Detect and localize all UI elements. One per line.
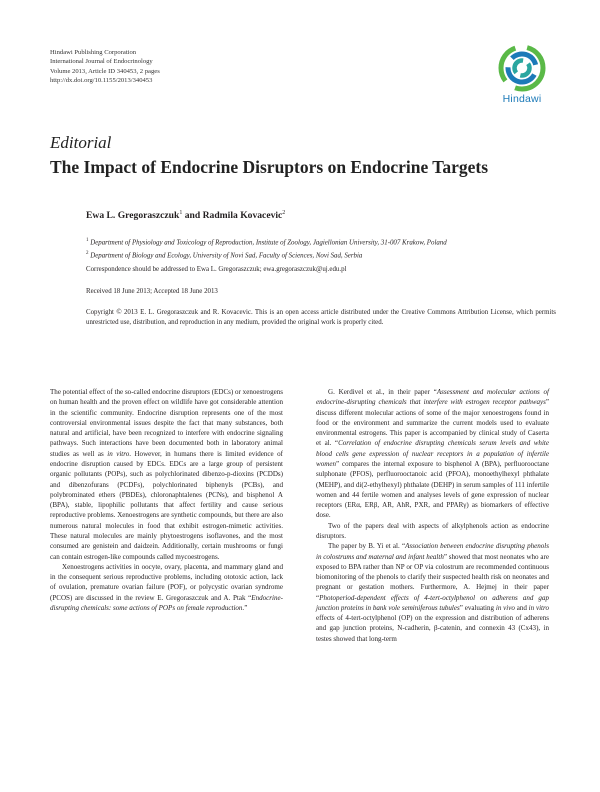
cited-paper-title: Assessment and molecular actions of endocrine-disrupting chemicals that interfere with estrogen receptor pathways <box>316 388 549 407</box>
italic-term: in vivo <box>495 603 515 612</box>
volume-info: Volume 2013, Article ID 340453, 2 pages <box>50 67 160 75</box>
paragraph: Two of the papers deal with aspects of alkylphenols action as endocrine disruptors. <box>316 521 549 540</box>
affiliation-2-sup: 2 <box>86 250 89 256</box>
author-1: Ewa L. Gregoraszczuk <box>86 210 180 222</box>
affiliation-1-text: Department of Physiology and Toxicology of Reproduction, Institute of Zoology, Jagiellonian University, 31-007 Krakow, Poland <box>88 239 447 247</box>
author-and: and <box>182 210 203 222</box>
text-run: ” compares the internal exposure to bisphenol A (BPA), perfluorooctane sulphonate (PFOS), perfluorooctanoic acid (PFOA), monoethylhexyl phthalate (MEHP), and di(2-ethylhexyl) phthalate (DEHP) in serum samples of 111 infertile women and 44 fertile women and analyses levels of gene expression of nuclear receptors (ERα, ERβ, AR, AhR, PXR, and PPARγ) as biomarkers of effective dose. <box>316 459 549 520</box>
cited-paper-title: Correlation of endocrine disrupting chemicals serum levels and white blood cells gene expression of nuclear receptors in a population of infertile women <box>316 439 549 468</box>
text-run: ” discuss different molecular actions of some of the major xenoestrogens found in food or the environment and summarize the current models used to evaluate environmental estrogens. This paper is accompanied by clinical study of Caserta et al. “ <box>316 398 549 448</box>
cited-paper-title: Photoperiod-dependent effects of 4-tert-octylphenol on adherens and gap junction proteins in bank vole seminiferous tubules <box>316 593 549 612</box>
text-run: ” showed that most neonates who are exposed to BPA rather than NP or OP via colostrum are recommended continuous biomonitoring of the phenols to clarify their suspected health risk on neonates and pregnant or gestation mothers. Furthermore, A. Hejmej in their paper “ <box>316 552 549 602</box>
paragraph <box>316 541 549 644</box>
correspondence: Correspondence should be addressed to Ewa L. Gregoraszczuk; ewa.gregoraszczuk@uj.edu.pl <box>86 266 347 273</box>
journal-name: International Journal of Endocrinology <box>50 58 153 66</box>
publication-info <box>50 48 160 86</box>
text-run: G. Kerdivel et al., in their paper “ <box>328 388 437 396</box>
doi-link[interactable]: http://dx.doi.org/10.1155/2013/340453 <box>50 77 153 85</box>
section-label: Editorial <box>50 133 112 152</box>
text-run: and <box>514 603 529 612</box>
text-run: The potential effect of the so-called endocrine disruptors (EDCs) or xenoestrogens on human health and the proven effect on wildlife have got considerable attention in the scientific community. Endocrine disruption represents one of the most controversial environmental issues despite the fact that many substances, both natural and artificial, have been recognized to interfere with endocrine signaling pathways. Such interactions have been documented both in laboratory animal studies as well as <box>50 388 283 458</box>
hindawi-logo-icon <box>498 44 546 92</box>
text-run: effects of 4-tert-octylphenol (OP) on the expression and distribution of adherens and gap junction proteins, N-cadherin, β-catenin, and connexin 43 (Cx43), in testes showed that long-term <box>316 614 549 643</box>
paragraph <box>50 387 283 562</box>
text-run: The paper by B. Yi et al. “ <box>328 542 406 551</box>
affiliation-2-text: Department of Biology and Ecology, University of Novi Sad, Faculty of Sciences, Novi Sad, Serbia <box>88 252 363 260</box>
affiliations <box>86 236 556 262</box>
text-run: ” <box>244 603 248 612</box>
paragraph <box>316 387 549 521</box>
affiliation-1 <box>86 236 556 249</box>
author-2-sup: 2 <box>282 210 286 216</box>
publisher-name: Hindawi Publishing Corporation <box>50 49 137 56</box>
body-column-left <box>50 387 283 613</box>
text-run: . However, in humans there is limited evidence of endocrine disruption caused by EDCs. EDCs are a large group of persistent organic pollutants (POPs), such as polychlorinated dibenzo-p-dioxins (PCDDs) and dibenzofurans (PCDFs), polychlorinated biphenyls (PCBs), and polybrominated ethers (PBDEs), chloronaphtalenes (PCNs), and bisphenol A (BPA), stable, lipophilic pollutants that affect fertility and cause serious reproductive problems. Xenoestrogens are synthetic compounds, but there are also numerous natural molecules in food that exhibit estrogen-mimetic activities. These natural molecules are mainly phytoestrogens isoflavones, and the most consumed are genistein and daidzein. Additionally, certain mushrooms or fungi can contain estrogen-like compounds called mycoestrogens. <box>50 449 283 561</box>
italic-term: in vitro <box>528 603 550 612</box>
body-column-right <box>316 387 549 644</box>
text-run: ” evaluating <box>459 603 496 612</box>
paragraph <box>50 562 283 613</box>
affiliation-2 <box>86 249 556 262</box>
author-line <box>86 210 285 221</box>
copyright-notice: Copyright © 2013 E. L. Gregoraszczuk and R. Kovacevic. This is an open access article distributed under the Creative Commons Attribution License, which permits unrestricted use, distribution, and reproduction in any medium, provided the original work is properly cited. <box>86 309 556 327</box>
article-title: The Impact of Endocrine Disruptors on Endocrine Targets <box>50 157 489 177</box>
author-2: Radmila Kovacevic <box>202 210 283 222</box>
logo-text: Hindawi <box>502 93 542 105</box>
cited-paper-title: Association between endocrine disrupting phenols in colostrums and maternal and infant health <box>316 542 549 561</box>
hindawi-logo <box>490 44 554 110</box>
received-accepted-dates: Received 18 June 2013; Accepted 18 June 2013 <box>86 288 218 295</box>
affiliation-1-sup: 1 <box>86 238 89 243</box>
text-run: Xenoestrogens activities in oocyte, ovary, placenta, and mammary gland and in the consequent serious reproductive problems, including ototoxic action, lack of ovulation, premature ovarian failure (POF), or polycystic ovarian syndrome (PCOS) are discussed in the review E. Gregoraszczuk and A. Ptak “ <box>50 562 283 602</box>
cited-paper-title: Endocrine-disrupting chemicals: some actions of POPs on female reproduction. <box>50 593 283 612</box>
author-1-sup: 1 <box>179 210 183 216</box>
italic-term: in vitro <box>107 449 130 458</box>
